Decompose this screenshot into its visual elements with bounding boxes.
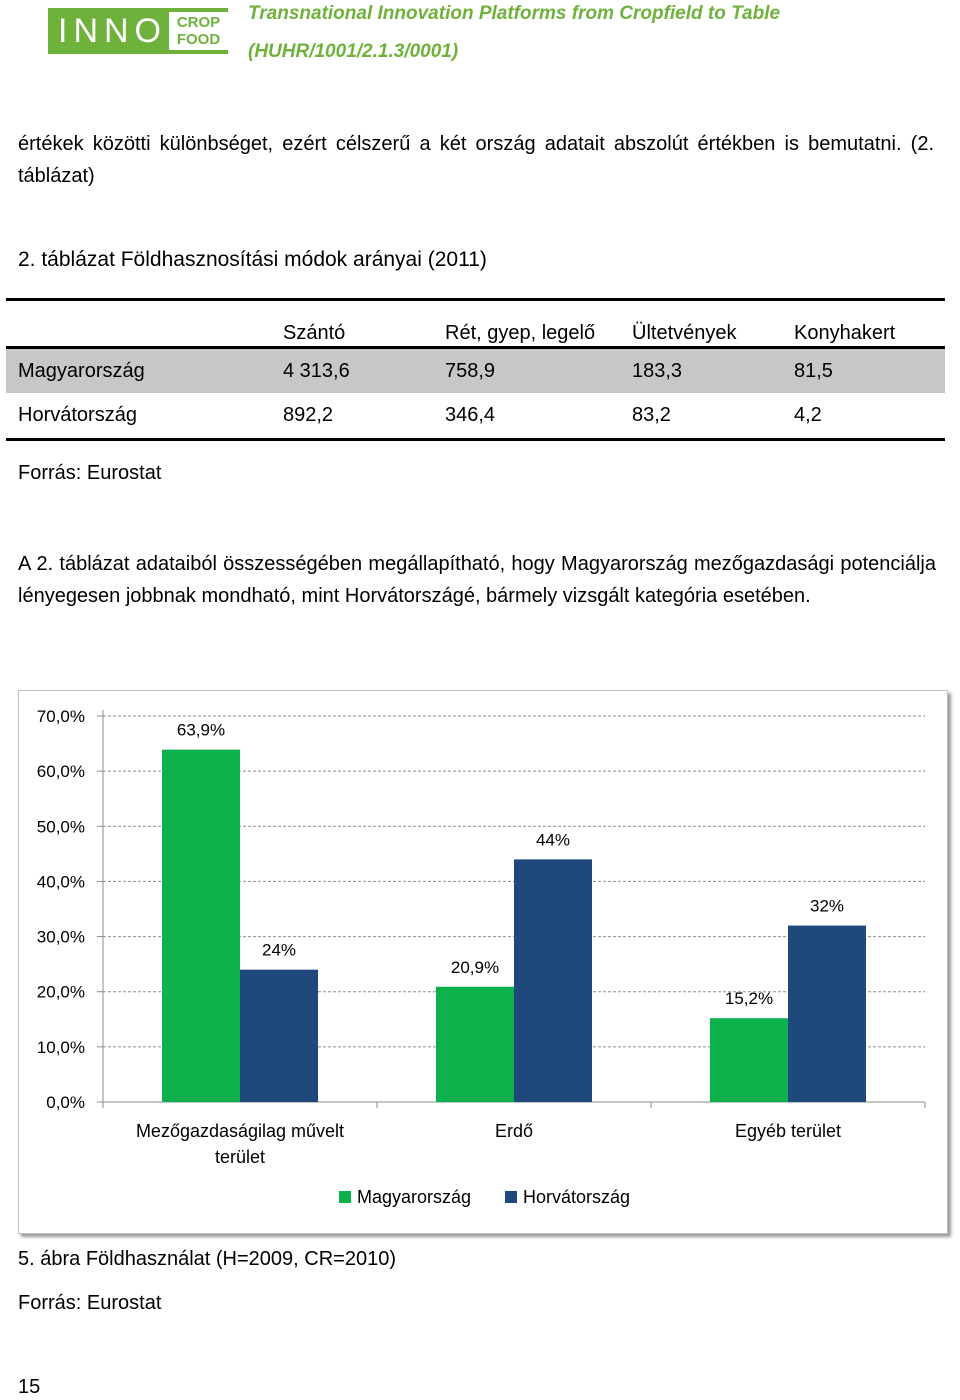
bar-data-label: 24% (261, 940, 297, 960)
y-tick-label: 40,0% (36, 872, 85, 892)
header-project-title: Transnational Innovation Platforms from Cropfield to Table (248, 3, 781, 24)
logo-food-text: FOOD (176, 31, 221, 48)
table-source: Forrás: Eurostat (18, 462, 162, 484)
bar-croatia (788, 926, 866, 1102)
y-tick-label: 60,0% (36, 762, 85, 782)
bar-croatia (240, 970, 318, 1102)
x-category-label: Erdő (494, 1121, 534, 1141)
table-cell: 4 313,6 (283, 360, 350, 382)
table-cell: 4,2 (794, 404, 822, 426)
figure-source: Forrás: Eurostat (18, 1292, 162, 1314)
logo-inno-text: INNO (58, 12, 167, 50)
y-tick-label: 50,0% (36, 817, 85, 837)
y-tick-label: 30,0% (36, 927, 85, 947)
bar-hungary (162, 750, 240, 1102)
table-cell: 83,2 (632, 404, 671, 426)
table-bottom-rule (6, 438, 945, 441)
table-header-cell: Ültetvények (632, 322, 737, 344)
table-cell: 758,9 (445, 360, 496, 382)
analysis-paragraph: A 2. táblázat adataiból összességében megállapítható, hogy Magyarország mezőgazdasági potenciálja lényegesen jobbnak mondható, mint Horvátországé, bármely vizsgált kategória esetében. (18, 553, 936, 607)
y-tick-label: 10,0% (36, 1037, 85, 1057)
table-caption: 2. táblázat Földhasznosítási módok arányai (2011) (18, 248, 487, 271)
y-tick-label: 0,0% (46, 1093, 85, 1112)
table-row (6, 349, 945, 393)
legend-swatch (505, 1191, 517, 1203)
y-tick-label: 20,0% (36, 982, 85, 1002)
x-category-label: Mezőgazdaságilag művelt (135, 1121, 345, 1141)
land-use-bar-chart (19, 691, 947, 1233)
bar-data-label: 32% (809, 896, 845, 916)
bar-hungary (436, 987, 514, 1102)
table-cell: 892,2 (283, 404, 334, 426)
figure-caption: 5. ábra Földhasználat (H=2009, CR=2010) (18, 1248, 397, 1270)
bar-hungary (710, 1018, 788, 1102)
y-tick-label: 70,0% (36, 707, 85, 726)
table-header-cell: Szántó (283, 322, 346, 344)
header-project-code: (HUHR/1001/2.1.3/0001) (248, 41, 459, 62)
land-use-chart (18, 690, 948, 1234)
legend-label: Magyarország (357, 1187, 472, 1207)
table-cell: 346,4 (445, 404, 496, 426)
legend-swatch (339, 1191, 351, 1203)
table-row (6, 393, 945, 437)
x-category-label: Egyéb terület (734, 1121, 842, 1141)
table-cell: 81,5 (794, 360, 833, 382)
table-cell-country: Horvátország (18, 404, 137, 426)
table-top-rule (6, 298, 945, 301)
bar-data-label: 63,9% (176, 720, 226, 740)
project-logo (48, 8, 228, 54)
table-header-cell: Konyhakert (794, 322, 896, 344)
bar-data-label: 44% (535, 830, 571, 850)
intro-paragraph: értékek közötti különbséget, ezért célszerű a két ország adatait abszolút értékben is bemutatni. (2. táblázat) (18, 133, 934, 187)
logo-crop-text: CROP (176, 14, 221, 31)
table-cell-country: Magyarország (18, 360, 145, 382)
logo-cropfood-badge (169, 12, 228, 50)
page-number: 15 (18, 1376, 41, 1398)
legend-label: Horvátország (523, 1187, 631, 1207)
bar-croatia (514, 859, 592, 1102)
bar-data-label: 15,2% (724, 989, 774, 1009)
table-header-cell: Rét, gyep, legelő (445, 322, 596, 344)
bar-data-label: 20,9% (450, 957, 500, 977)
table-cell: 183,3 (632, 360, 683, 382)
x-category-label: terület (214, 1147, 266, 1167)
